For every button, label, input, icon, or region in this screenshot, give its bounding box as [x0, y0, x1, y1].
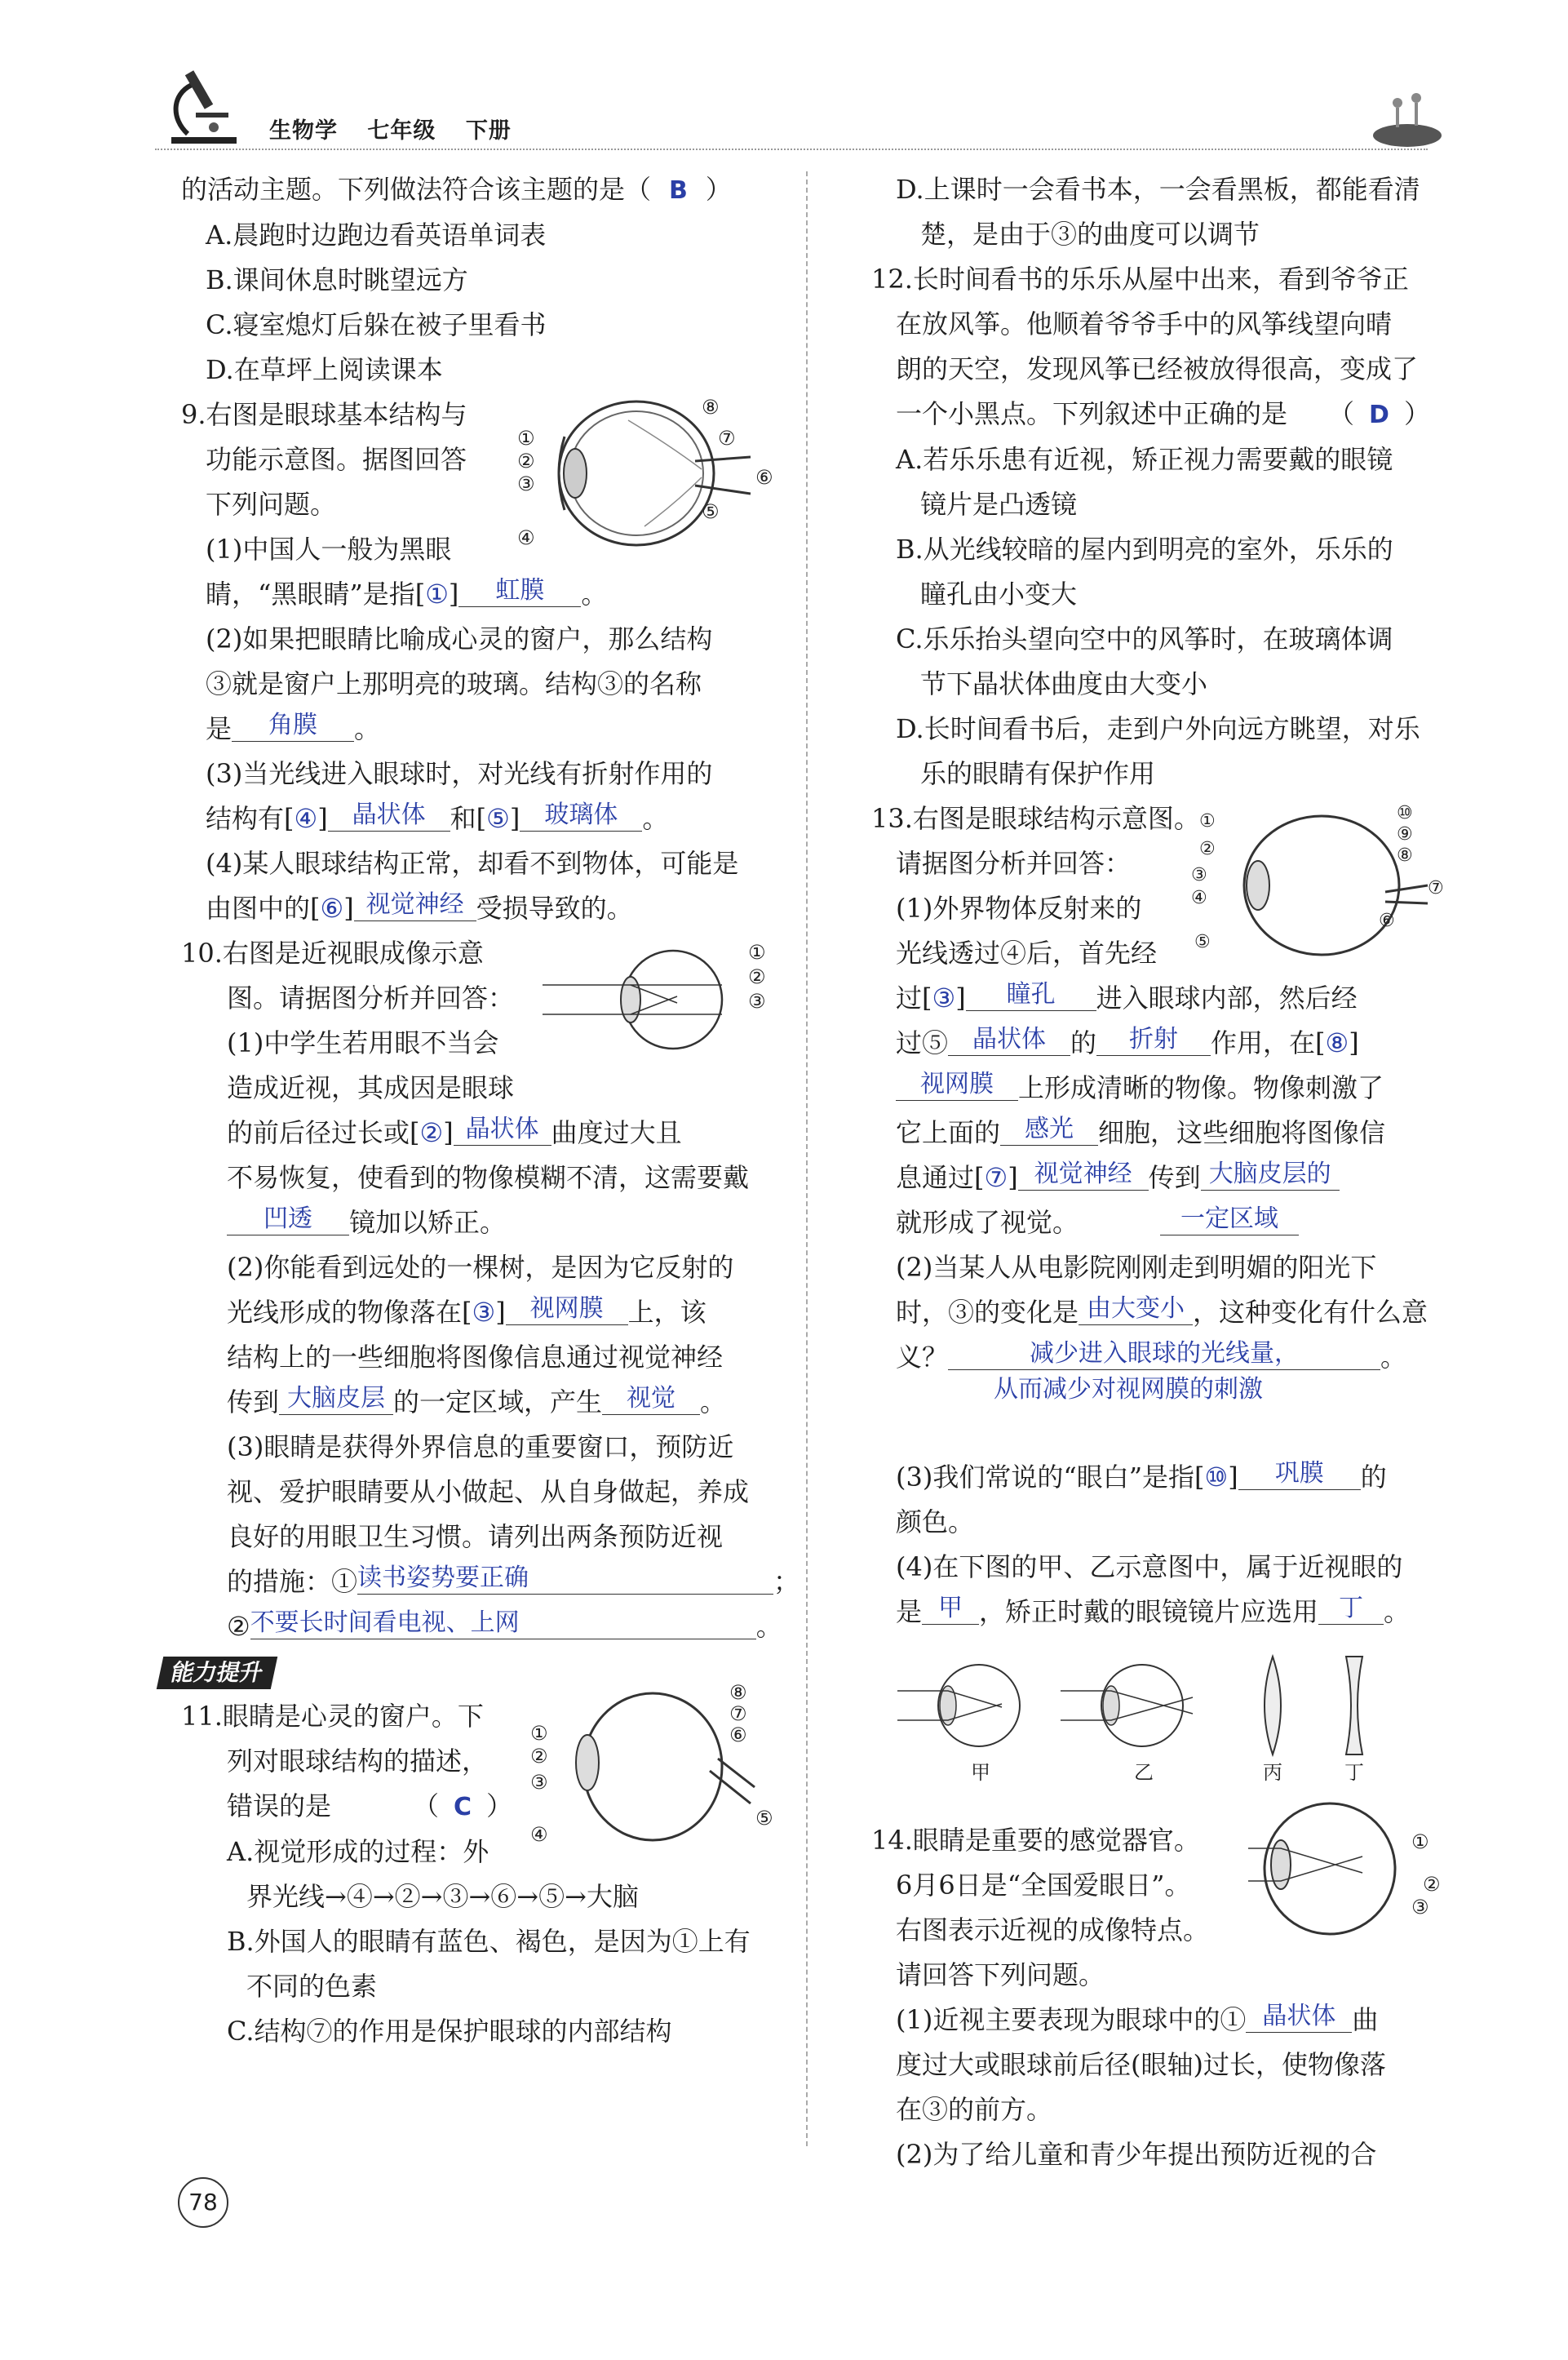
q11-label-4: ④: [530, 1823, 548, 1846]
q13-label-5: ⑤: [1194, 932, 1211, 952]
q13-p1-line5: [871, 1066, 1451, 1111]
q9-p1-answer: 虹膜: [458, 575, 581, 607]
q10-p3-line5: [181, 1604, 781, 1649]
q9-p3-line2: 结构有[④] 晶状体 和[⑤] 玻璃体 。: [206, 801, 669, 834]
figure-label-yi: 乙: [1134, 1761, 1154, 1784]
q13-p4-text: 是: [896, 1596, 923, 1627]
q13-p1-text11: 就形成了视觉。: [896, 1207, 1079, 1238]
q13-p1-text: 过[: [896, 983, 932, 1014]
q13-p1-text3: 过⑤: [896, 1027, 949, 1058]
q9-p1-text: 睛，“黑眼睛”是指[: [206, 579, 426, 610]
q9-p3-end: 。: [642, 803, 669, 834]
q11-label-7: ⑦: [729, 1702, 747, 1725]
q13-p1-answer1: 瞳孔: [966, 979, 1096, 1011]
q13-p3-text: (3)我们常说的“眼白”是指[: [896, 1462, 1205, 1493]
q10-stem-2: 图。请据图分析并回答：: [227, 983, 515, 1014]
q13-p4-answer2: 丁: [1318, 1593, 1384, 1625]
q14-stem-3: 右图表示近视的成像特点。: [896, 1914, 1210, 1945]
q9-p3-text: 结构有[: [206, 803, 295, 834]
q8-stem-end: ）: [705, 174, 732, 205]
figure-label-jia: 甲: [971, 1761, 990, 1784]
q9-p4-text: 由图中的[: [206, 893, 321, 924]
q11-stem-1: 11.眼睛是心灵的窗户。下: [181, 1701, 484, 1732]
q10-p3-line4: [181, 1559, 800, 1604]
q13-label-3: ③: [1191, 865, 1207, 885]
q8-stem-text: 的活动主题。下列做法符合该主题的是（: [181, 174, 652, 205]
q11-label-6: ⑥: [729, 1723, 747, 1746]
q9-p2-text: 是: [206, 713, 233, 744]
q10-p3-end: 。: [755, 1611, 782, 1642]
q10-p2-line1: (2)你能看到远处的一棵树，是因为它反射的: [227, 1252, 734, 1283]
q13-label-4: ④: [1191, 888, 1207, 908]
q9-stem-1: 9.右图是眼球基本结构与: [181, 399, 467, 430]
microscope-icon: [155, 62, 245, 152]
q10-p2-end: 。: [700, 1386, 727, 1417]
q14-label-3: ③: [1411, 1896, 1429, 1919]
q14-eye-diagram: [1248, 1791, 1452, 1946]
q10-p1-line2: 造成近视，其成因是眼球: [227, 1072, 515, 1103]
q9-label-6: ⑥: [755, 466, 773, 489]
q10-stem-1: 10.右图是近视眼成像示意: [181, 938, 484, 969]
q10-p3-text: 的措施：①: [227, 1566, 358, 1597]
figure-label-bing: 丙: [1263, 1761, 1282, 1784]
q13-p1-line4: 过⑤ 晶状体 的 折射 作用，在[⑧]: [896, 1025, 1359, 1058]
q8-option-a: A.晨跑时边跑边看英语单词表: [206, 220, 547, 251]
q10-p3-semi: ；: [773, 1566, 800, 1597]
q10-p1-line1: (1)中学生若用眼不当会: [227, 1027, 499, 1058]
q11-label-8: ⑧: [729, 1681, 747, 1704]
q14-stem-1: 14.眼睛是重要的感觉器官。: [871, 1825, 1200, 1856]
q11-option-d1: D.上课时一会看书本，一会看黑板，都能看清: [896, 174, 1420, 205]
q9-p3-num1: ④: [294, 803, 318, 834]
q9-label-2: ②: [517, 450, 535, 472]
q10-label-1: ①: [748, 941, 766, 964]
q14-label-1: ①: [1411, 1830, 1429, 1853]
q10-p2-line3: 结构上的一些细胞将图像信息通过视觉神经: [227, 1342, 724, 1373]
header-subject: 生物学: [269, 118, 338, 144]
q8-answer: B: [669, 176, 688, 205]
q10-p2-line2: 光线形成的物像落在[③] 视网膜 上，该: [227, 1294, 706, 1328]
q9-label-5: ⑤: [702, 500, 720, 523]
q10-p2-answer3: 视觉: [602, 1383, 700, 1415]
header-decoration-icon: [1371, 78, 1444, 152]
q13-p3-num: ⑩: [1204, 1462, 1229, 1493]
q11-eyeball-shape: [583, 1693, 722, 1840]
q9-p4-line1: (4)某人眼球结构正常，却看不到物体，可能是: [206, 848, 739, 879]
q10-p3-answer1: 读书姿势要正确: [357, 1563, 773, 1595]
q10-p1-line3: 的前后径过长或[②] 晶状体 曲度过大且: [227, 1115, 682, 1148]
q9-eye-diagram: [506, 388, 783, 559]
q13-p2-text: 时，③的变化是: [896, 1297, 1079, 1328]
header-title: [269, 113, 533, 144]
q13-p1-text5: 作用，在[: [1211, 1027, 1326, 1058]
q13-label-9: ⑨: [1397, 824, 1413, 845]
q13-p1-text9: 息通过[: [896, 1162, 985, 1193]
q12-stem-3: 朗的天空，发现风筝已经被放得很高，变成了: [896, 353, 1419, 384]
q10-p2-text4: 的一定区域，产生: [393, 1386, 603, 1417]
q13-p3-text2: 的: [1360, 1462, 1387, 1493]
q13-p1-answer5: 感光: [1000, 1114, 1098, 1146]
q12-option-a2: 镜片是凸透镜: [920, 489, 1078, 520]
q14-p1-text2: 曲: [1352, 2004, 1379, 2035]
q13-p2-line1: (2)当某人从电影院刚刚走到明媚的阳光下: [896, 1252, 1377, 1283]
q13-label-8: ⑧: [1397, 845, 1413, 866]
q12-stem-1: 12.长时间看书的乐乐从屋中出来，看到爷爷正: [871, 264, 1409, 295]
q13-p3-answer: 巩膜: [1238, 1458, 1361, 1490]
q13-stem-2: 请据图分析并回答：: [896, 848, 1132, 879]
q14-p1-answer: 晶状体: [1246, 2001, 1352, 2033]
q9-p3-num2: ⑤: [486, 803, 510, 834]
q11-label-5: ⑤: [755, 1807, 773, 1830]
q13-p4-text2: ，矫正时戴的眼镜镜片应选用: [979, 1596, 1319, 1627]
q9-label-4: ④: [517, 526, 535, 549]
q13-p1-line1: (1)外界物体反射来的: [896, 893, 1142, 924]
q13-p2-answer2b: 从而减少对视网膜的刺激: [994, 1375, 1263, 1404]
q12-option-d2: 乐的眼睛有保护作用: [920, 758, 1156, 789]
q13-p3-line2: 颜色。: [896, 1506, 975, 1537]
q9-label-3: ③: [517, 472, 535, 495]
q13-p3-line1: (3)我们常说的“眼白”是指[⑩] 巩膜 的: [896, 1459, 1387, 1493]
q13-p1-line2: 光线透过④后，首先经: [896, 938, 1158, 969]
q9-p4-answer: 视觉神经: [354, 889, 476, 921]
q10-p1-text2: 曲度过大且: [551, 1117, 682, 1148]
q10-p2-answer: 视网膜: [506, 1293, 628, 1325]
header-grade: 七年级: [367, 118, 436, 144]
q13-label-6: ⑥: [1379, 911, 1395, 931]
section-title: 能力提升: [157, 1657, 278, 1689]
q13-p1-answer7a: 大脑皮层的: [1201, 1159, 1340, 1191]
q9-p2-end: 。: [354, 713, 381, 744]
q9-p1-num: ①: [425, 579, 449, 610]
q11-option-b1: B.外国人的眼睛有蓝色、褐色，是因为①上有: [227, 1926, 751, 1957]
q8-option-c: C.寝室熄灯后躲在被子里看书: [206, 309, 547, 340]
q9-stem-2: 功能示意图。据图回答: [206, 444, 467, 475]
q13-p4-answer1: 甲: [922, 1593, 979, 1625]
q9-p3-answer1: 晶状体: [328, 800, 450, 832]
q9-p2-line2: ③就是窗户上那明亮的玻璃。结构③的名称: [206, 668, 702, 699]
q13-p1-answer6: 视觉神经: [1018, 1159, 1149, 1191]
q14-p1-text: (1)近视主要表现为眼球中的①: [896, 2004, 1247, 2035]
q12-option-b1: B.从光线较暗的屋内到明亮的室外，乐乐的: [896, 534, 1393, 565]
q11-option-b2: 不同的色素: [246, 1971, 378, 2002]
q13-eye-diagram: [1183, 804, 1452, 967]
q13-label-10: ⑩: [1397, 804, 1413, 823]
q13-stem-1: 13.右图是眼球结构示意图。: [871, 803, 1200, 834]
q13-p1-line8: [871, 1200, 1451, 1245]
q12-option-b2: 瞳孔由小变大: [920, 579, 1078, 610]
q12-option-c1: C.乐乐抬头望向空中的风筝时，在玻璃体调: [896, 623, 1393, 654]
q11-label-2: ②: [530, 1745, 548, 1768]
q9-p1-bracket: ]: [448, 579, 459, 610]
column-divider: [806, 171, 808, 2146]
q11-label-1: ①: [530, 1722, 548, 1745]
q11-stem-3: 错误的是 （ C ）: [227, 1790, 513, 1821]
q13-p1-text8: 细胞，这些细胞将图像信: [1098, 1117, 1386, 1148]
q13-p1-line6: [871, 1111, 1451, 1156]
q9-label-8: ⑧: [702, 396, 720, 419]
q13-p1-num3: ⑦: [984, 1162, 1008, 1193]
q13-p2-line2: [871, 1290, 1451, 1335]
q12-stem-2: 在放风筝。他顺着爷爷手中的风筝线望向晴: [896, 308, 1393, 339]
header-divider: [155, 149, 1428, 150]
q12-answer: D: [1369, 401, 1389, 429]
q9-p2-line3: [181, 707, 781, 752]
q10-label-2: ②: [748, 965, 766, 988]
q13-p1-text7: 它上面的: [896, 1117, 1001, 1148]
q13-p2-answer1: 由大变小: [1079, 1293, 1193, 1325]
q13-p1-line7: 息通过[⑦] 视觉神经 传到 大脑皮层的: [871, 1156, 1451, 1200]
q13-p2-answer2a: 减少进入眼球的光线量，: [948, 1338, 1380, 1370]
q10-p1-line4: 不易恢复，使看到的物像模糊不清，这需要戴: [227, 1162, 750, 1193]
q14-p1-line1: [871, 1998, 1451, 2043]
q10-p2-answer2: 大脑皮层: [279, 1383, 393, 1415]
q9-p3-answer2: 玻璃体: [520, 800, 642, 832]
q13-p1-text6: 上形成清晰的物像。物像刺激了: [1018, 1072, 1384, 1103]
q9-label-7: ⑦: [718, 427, 736, 450]
q13-p1-line3: 过[③] 瞳孔 进入眼球内部，然后经: [896, 980, 1358, 1014]
q12-option-c2: 节下晶状体曲度由大变小: [920, 668, 1208, 699]
q13-p4-line1: (4)在下图的甲、乙示意图中，属于近视眼的: [896, 1551, 1403, 1582]
q10-p1-text3: 镜加以矫正。: [349, 1207, 507, 1238]
q10-p3-text2: ②: [227, 1611, 250, 1642]
q8-stem: [181, 167, 781, 213]
q11-option-a2: 界光线→④→②→③→⑥→⑤→大脑: [246, 1881, 639, 1912]
figure-ding: [1344, 1657, 1364, 1784]
q12-stem-4: 一个小黑点。下列叙述中正确的是 （ D ）: [896, 398, 1430, 429]
q9-p4-end: 受损导致的。: [476, 893, 633, 924]
figure-bing: [1263, 1657, 1282, 1784]
q10-p1-answer: 晶状体: [454, 1114, 551, 1146]
header-volume: 下册: [465, 118, 512, 144]
q13-p4-line2: [871, 1590, 1451, 1635]
q10-p3-line2: 视、爱护眼睛要从小做起、从自身做起，养成: [227, 1476, 750, 1507]
q14-stem-2: 6月6日是“全国爱眼日”。: [896, 1870, 1191, 1901]
q13-p4-end: 。: [1384, 1596, 1411, 1627]
q14-stem-4: 请回答下列问题。: [896, 1959, 1105, 1990]
q13-lens-figures: [889, 1648, 1411, 1795]
q10-p2-text2: 上，该: [627, 1297, 706, 1328]
q11-answer: C: [454, 1793, 472, 1821]
q12-option-d1: D.长时间看书后，走到户外向远方眺望，对乐: [896, 713, 1420, 744]
q14-p1-line3: 在③的前方。: [896, 2094, 1053, 2125]
q10-label-3: ③: [748, 990, 766, 1013]
q13-p1-num1: ③: [932, 983, 956, 1014]
q10-p1-line5: [181, 1200, 781, 1245]
q9-p1-line2: [181, 572, 781, 617]
page-header: [155, 106, 1460, 155]
q13-p2-text2: ，这种变化有什么意: [1193, 1297, 1428, 1328]
q13-p1-text2: 进入眼球内部，然后经: [1096, 983, 1358, 1014]
q8-option-d: D.在草坪上阅读课本: [206, 354, 443, 385]
q10-p3-answer2: 不要长时间看电视、上网: [250, 1608, 756, 1639]
q13-p2-text3: 义？: [896, 1342, 949, 1373]
q13-p1-answer4: 视网膜: [896, 1069, 1018, 1101]
q13-p1-text4: 的: [1070, 1027, 1097, 1058]
q8-option-b: B.课间休息时眺望远方: [206, 264, 468, 295]
q9-p1-line1: (1)中国人一般为黑眼: [206, 534, 452, 565]
figure-yi: [1061, 1665, 1193, 1784]
q11-eye-diagram: [522, 1681, 783, 1861]
q9-p2-line1: (2)如果把眼睛比喻成心灵的窗户，那么结构: [206, 623, 713, 654]
q10-p1-answer2: 凹透: [227, 1204, 349, 1235]
q9-p4-line2: 由图中的[⑥] 视觉神经 受损导致的。: [206, 890, 633, 924]
q11-option-a1: A.视觉形成的过程：外: [227, 1836, 489, 1867]
q10-p1-text: 的前后径过长或[: [227, 1117, 420, 1148]
q14-p1-line2: 度过大或眼球前后径(眼轴)过长，使物像落: [896, 2049, 1386, 2080]
q10-p2-line4: [181, 1380, 781, 1425]
q10-p2-num: ③: [472, 1297, 496, 1328]
q11-stem-2: 列对眼球结构的描述，: [227, 1746, 489, 1777]
figure-jia: [897, 1665, 1020, 1784]
q13-p1-answer7b: 一定区域: [1160, 1204, 1299, 1235]
figure-label-ding: 丁: [1344, 1761, 1364, 1784]
q14-label-2: ②: [1423, 1873, 1441, 1896]
q12-stem-text: 一个小黑点。下列叙述中正确的是: [896, 398, 1288, 429]
q9-p3-line1: (3)当光线进入眼球时，对光线有折射作用的: [206, 758, 713, 789]
q13-label-7: ⑦: [1428, 878, 1444, 898]
q11-option-d2: 楚，是由于③的曲度可以调节: [920, 219, 1260, 250]
q9-p3-and: 和[: [450, 803, 487, 834]
q11-stem-text: 错误的是: [227, 1790, 332, 1821]
q10-myopia-diagram: [534, 934, 779, 1057]
q12-option-a1: A.若乐乐患有近视，矫正视力需要戴的眼镜: [896, 444, 1393, 475]
q9-p1-end: 。: [581, 579, 608, 610]
q10-p2-text3: 传到: [227, 1386, 280, 1417]
q10-p2-text: 光线形成的物像落在[: [227, 1297, 472, 1328]
q13-p1-answer3: 折射: [1096, 1024, 1211, 1056]
q13-p1-num2: ⑧: [1325, 1027, 1349, 1058]
q9-stem-3: 下列问题。: [206, 489, 337, 520]
page-number: 78: [178, 2177, 228, 2228]
q9-p2-answer: 角膜: [232, 710, 354, 742]
q13-p1-answer2: 晶状体: [948, 1024, 1070, 1056]
q13-p2-line4: [871, 1372, 1451, 1406]
q9-p4-num: ⑥: [320, 893, 344, 924]
q13-label-2: ②: [1199, 839, 1216, 859]
q10-p1-num: ②: [419, 1117, 444, 1148]
q11-label-3: ③: [530, 1771, 548, 1794]
q10-p3-line1: (3)眼睛是获得外界信息的重要窗口，预防近: [227, 1431, 734, 1462]
q9-label-1: ①: [517, 427, 535, 450]
q13-p1-text10: 传到: [1148, 1162, 1201, 1193]
q13-label-1: ①: [1199, 811, 1216, 832]
q14-p2-line1: (2)为了给儿童和青少年提出预防近视的合: [896, 2139, 1377, 2170]
q10-p3-line3: 良好的用眼卫生习惯。请列出两条预防近视: [227, 1521, 724, 1552]
q11-option-c: C.结构⑦的作用是保护眼球的内部结构: [227, 2016, 672, 2047]
q13-p2-end: 。: [1380, 1342, 1407, 1373]
